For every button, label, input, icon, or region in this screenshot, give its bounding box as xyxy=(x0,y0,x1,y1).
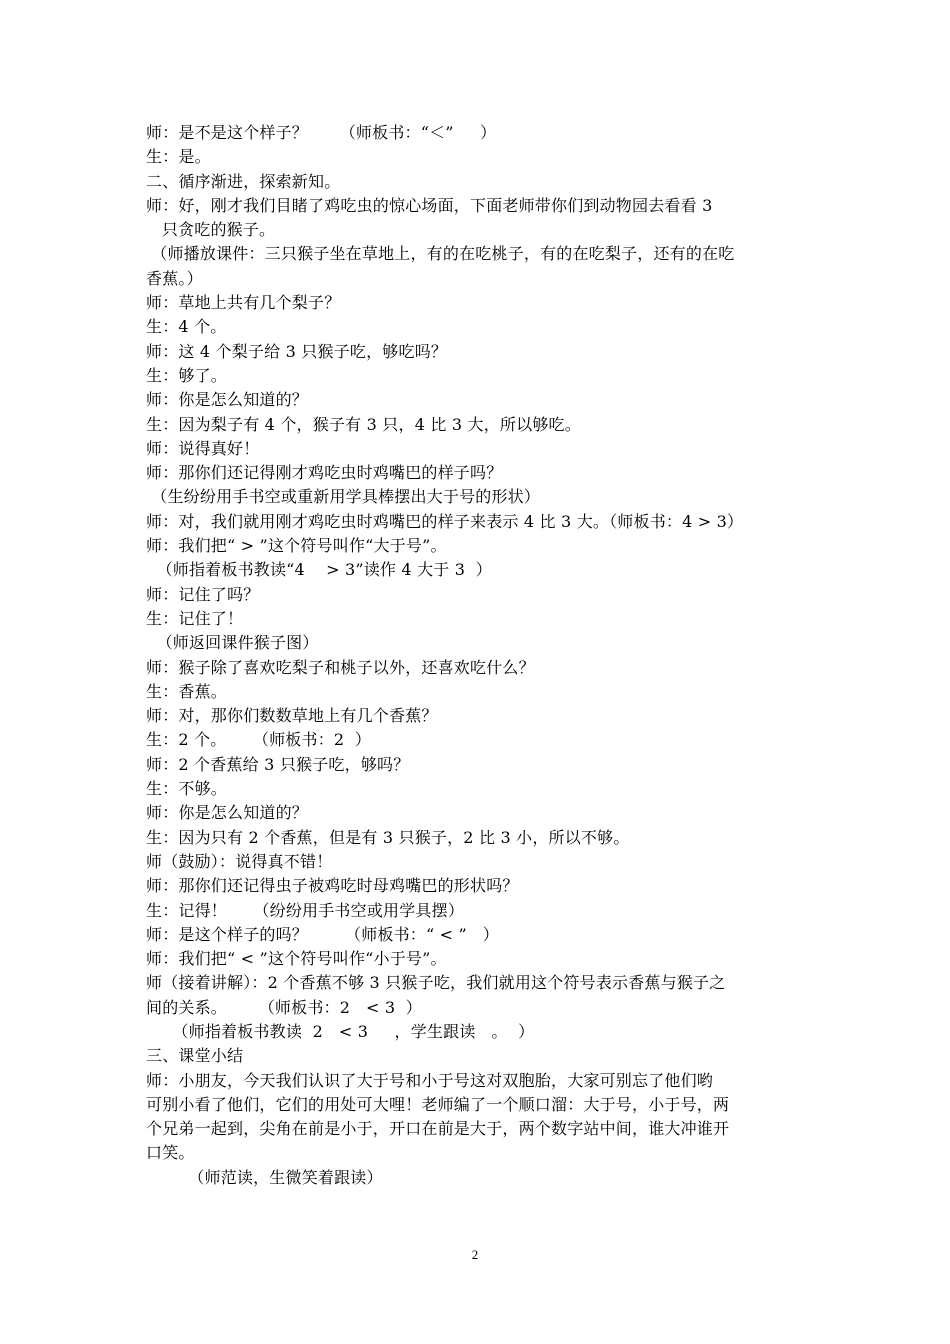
text-line: 生：不够。 xyxy=(146,779,228,799)
text-line: 师：你是怎么知道的？ xyxy=(146,390,309,410)
text-line: （生纷纷用手书空或重新用学具棒摆出大于号的形状） xyxy=(146,487,541,507)
text-line: 生：因为梨子有 4 个，猴子有 3 只，4 比 3 大，所以够吃。 xyxy=(146,414,581,434)
text-line: （师指着板书教读 2 < 3 ，学生跟读 。 ） xyxy=(146,1021,535,1041)
text-line: 生：香蕉。 xyxy=(146,681,228,701)
text-line: 师：是这个样子的吗？ （师板书：“ < ” ） xyxy=(146,924,499,944)
text-line: 师：那你们还记得虫子被鸡吃时母鸡嘴巴的形状吗？ xyxy=(146,876,519,896)
text-line: 可别小看了他们，它们的用处可大哩！老师编了一个顺口溜：大于号，小于号，两 xyxy=(146,1094,730,1114)
text-line: 师：这 4 个梨子给 3 只猴子吃，够吃吗？ xyxy=(146,341,448,361)
text-line: 香蕉。） xyxy=(146,268,203,288)
text-line: 生：记住了！ xyxy=(146,608,244,628)
text-line: 生：4 个。 xyxy=(146,317,227,337)
text-line: 生：够了。 xyxy=(146,365,228,385)
text-line: 生：记得！ （纷纷用手书空或用学具摆） xyxy=(146,900,465,920)
text-line: 生：2 个。 （师板书：2 ） xyxy=(146,730,372,750)
text-line: 师：小朋友，今天我们认识了大于号和小于号这对双胞胎，大家可别忘了他们哟 xyxy=(146,1070,714,1090)
text-line: 生：因为只有 2 个香蕉，但是有 3 只猴子，2 比 3 小，所以不够。 xyxy=(146,827,630,847)
text-line: 师：你是怎么知道的？ xyxy=(146,803,309,823)
text-line: 师：我们把“ < ”这个符号叫作“小于号”。 xyxy=(146,949,447,969)
text-line: 师：那你们还记得刚才鸡吃虫时鸡嘴巴的样子吗？ xyxy=(146,463,503,483)
text-line: 师：猴子除了喜欢吃梨子和桃子以外，还喜欢吃什么？ xyxy=(146,657,535,677)
text-line: （师指着板书教读“4 > 3”读作 4 大于 3 ） xyxy=(146,560,492,580)
text-line: 口笑。 xyxy=(146,1143,195,1163)
text-line: （师播放课件：三只猴子坐在草地上，有的在吃桃子，有的在吃梨子，还有的在吃 xyxy=(146,244,735,264)
text-line: （师返回课件猴子图） xyxy=(146,633,319,653)
text-line: 间的关系。 （师板书：2 < 3 ） xyxy=(146,997,422,1017)
text-line: 师：我们把“ > ”这个符号叫作“大于号”。 xyxy=(146,536,447,556)
text-line: 二、循序渐进，探索新知。 xyxy=(146,171,341,191)
document-body xyxy=(146,121,816,1190)
text-line: 师（接着讲解）：2 个香蕉不够 3 只猴子吃，我们就用这个符号表示香蕉与猴子之 xyxy=(146,973,726,993)
text-line: （师范读，生微笑着跟读） xyxy=(146,1167,383,1187)
text-line: 只贪吃的猴子。 xyxy=(146,220,276,240)
text-line: 生：是。 xyxy=(146,147,211,167)
text-line: 师：说得真好！ xyxy=(146,438,260,458)
page-number: 2 xyxy=(471,1247,479,1262)
text-line: 个兄弟一起到，尖角在前是小于，开口在前是大于，两个数字站中间，谁大冲谁开 xyxy=(146,1119,730,1139)
text-line: 师：好，刚才我们目睹了鸡吃虫的惊心场面，下面老师带你们到动物园去看看 3 xyxy=(146,195,713,215)
text-line: 师（鼓励）：说得真不错！ xyxy=(146,851,333,871)
text-line: 师：对，那你们数数草地上有几个香蕉？ xyxy=(146,706,438,726)
text-line: 师：是不是这个样子？ （师板书：“＜” ） xyxy=(146,123,497,142)
text-line: 师：2 个香蕉给 3 只猴子吃，够吗？ xyxy=(146,754,410,774)
text-line: 三、课堂小结 xyxy=(146,1046,244,1066)
text-line: 师：草地上共有几个梨子？ xyxy=(146,293,341,313)
text-line: 师：记住了吗？ xyxy=(146,584,260,604)
text-line: 师：对，我们就用刚才鸡吃虫时鸡嘴巴的样子来表示 4 比 3 大。（师板书：4 > 3） xyxy=(146,511,744,531)
